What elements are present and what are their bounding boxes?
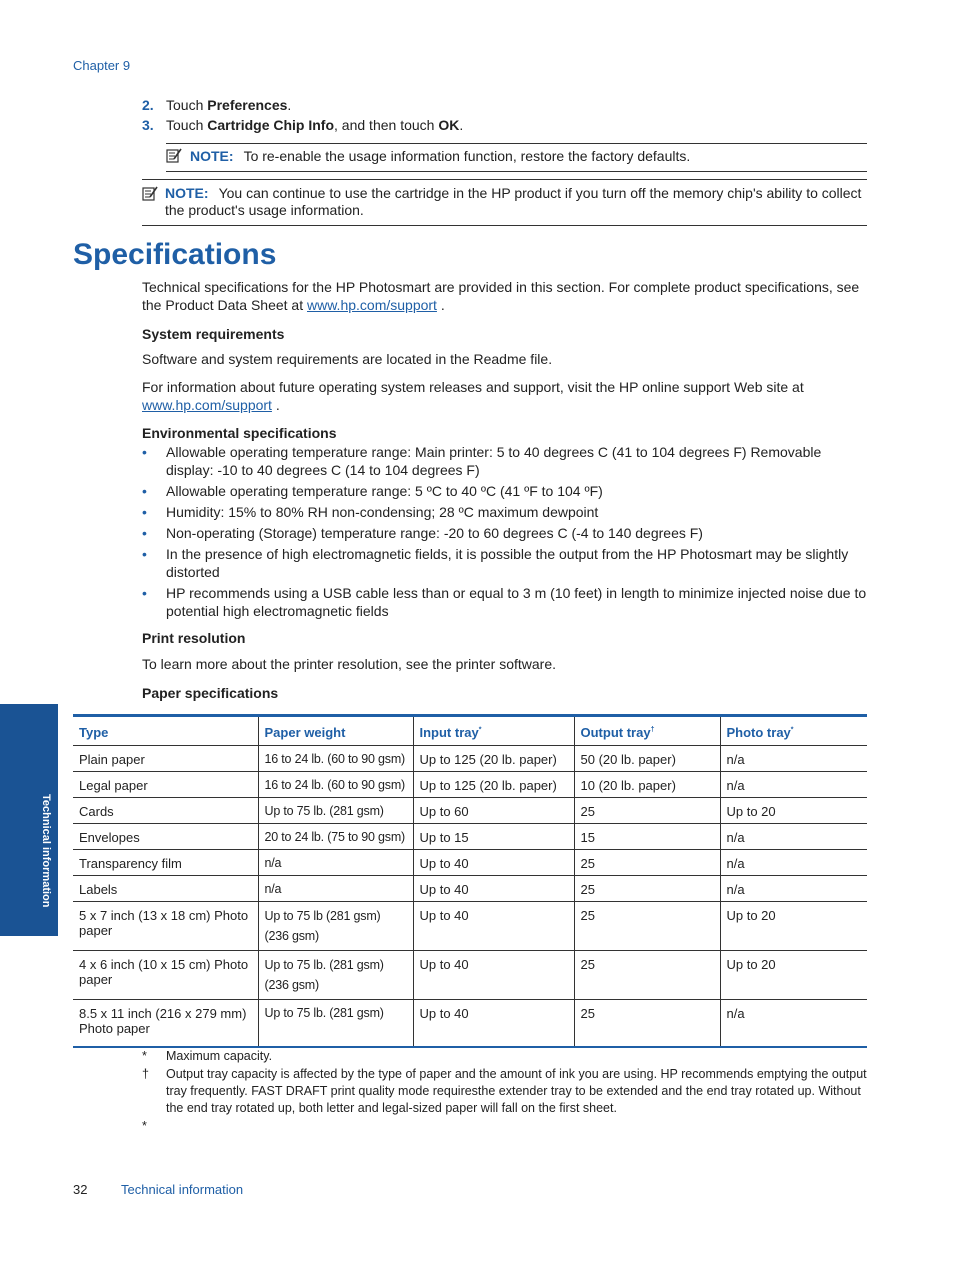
system-p2-post: . [271, 397, 280, 413]
table-row [73, 951, 867, 1000]
note-text: To re-enable the usage information function, restore the factory defaults. [243, 148, 691, 164]
list-item-text: Humidity: 15% to 80% RH non-condensing; 28 ºC maximum dewpoint [166, 504, 599, 520]
step-text-pre: Touch [166, 97, 208, 113]
table-cell: Up to 40 [413, 1000, 574, 1048]
list-item-text: Allowable operating temperature range: 5 ºC to 40 ºC (41 ºF to 104 ºF) [166, 483, 603, 499]
table-cell: Up to 75 lb. (281 gsm) [258, 798, 413, 824]
note-label: NOTE: [190, 148, 234, 164]
table-cell: Up to 40 [413, 850, 574, 876]
table-cell: 50 (20 lb. paper) [574, 746, 720, 772]
table-cell: Transparency film [73, 850, 258, 876]
column-header-text: Photo tray [726, 724, 791, 740]
print-resolution-text: To learn more about the printer resolution, see the printer software. [142, 656, 556, 672]
column-header [413, 716, 574, 746]
column-header-text: Paper weight [264, 724, 346, 740]
bullet: • [142, 525, 147, 541]
table-row [73, 772, 867, 798]
table-cell: 25 [574, 1000, 720, 1048]
list-item [142, 482, 868, 500]
table-cell: Legal paper [73, 772, 258, 798]
footnote [142, 1066, 868, 1117]
table-cell: 16 to 24 lb. (60 to 90 gsm) [258, 746, 413, 772]
list-item-text: Allowable operating temperature range: Main printer: 5 to 40 degrees C (41 to 104 degrees F) Removable display: -10 to 40 degrees C (14 to 104 degrees F) [166, 444, 822, 478]
column-header-text: Output tray [580, 724, 651, 740]
note-icon [166, 148, 182, 163]
table-cell: n/a [720, 876, 867, 902]
table-cell: Up to 20 [720, 951, 867, 1000]
system-heading: System requirements [142, 326, 285, 342]
table-cell: Up to 40 [413, 951, 574, 1000]
table-cell: n/a [720, 1000, 867, 1048]
table-cell: Up to 75 lb (281 gsm) (236 gsm) [258, 902, 413, 951]
note-icon [142, 186, 158, 201]
table-row [73, 746, 867, 772]
footnote [142, 1048, 868, 1065]
table-header-row [73, 716, 867, 746]
list-item [142, 545, 868, 581]
table-cell: 5 x 7 inch (13 x 18 cm) Photo paper [73, 902, 258, 951]
bullet: • [142, 483, 147, 499]
table-cell: Up to 40 [413, 902, 574, 951]
table-cell: Up to 60 [413, 798, 574, 824]
table-cell: 25 [574, 902, 720, 951]
table-cell: Up to 20 [720, 902, 867, 951]
table-cell: 10 (20 lb. paper) [574, 772, 720, 798]
bullet: • [142, 546, 147, 562]
table-cell: 25 [574, 798, 720, 824]
side-tab-label: Technical information [40, 794, 52, 908]
footnote-mark: * [142, 1119, 147, 1133]
table-cell: n/a [720, 772, 867, 798]
table-cell: Up to 40 [413, 876, 574, 902]
column-header-text: Input tray [419, 724, 479, 740]
table-cell: 16 to 24 lb. (60 to 90 gsm) [258, 772, 413, 798]
table-cell: n/a [720, 746, 867, 772]
step-3 [142, 117, 463, 133]
note-text: You can continue to use the cartridge in the HP product if you turn off the memory chip's ability to collect the product's usage information. [165, 185, 862, 218]
note-label: NOTE: [165, 185, 209, 201]
environmental-list [142, 443, 868, 623]
column-header [720, 716, 867, 746]
paper-spec-table [73, 714, 867, 1048]
footnote-text: Maximum capacity. [166, 1049, 273, 1063]
step-text-bold2: OK [438, 117, 460, 133]
column-header [574, 716, 720, 746]
footnote-mark: † [142, 1067, 149, 1081]
list-item-text: HP recommends using a USB cable less than or equal to 3 m (10 feet) in length to minimize injected noise due to potential high electromagnetic fields [166, 585, 867, 619]
list-item-text: In the presence of high electromagnetic fields, it is possible the output from the HP Photosmart may be slightly distorted [166, 546, 849, 580]
section-title: Specifications [73, 238, 277, 271]
column-mark: † [650, 726, 655, 734]
table-row [73, 824, 867, 850]
intro-paragraph [142, 278, 868, 314]
footer-section: Technical information [121, 1182, 244, 1197]
table-cell: 25 [574, 951, 720, 1000]
table-cell: 25 [574, 850, 720, 876]
table-row [73, 902, 867, 951]
step-text-bold: Preferences [207, 97, 288, 113]
step-2 [142, 97, 291, 113]
step-text-post: . [287, 97, 292, 113]
table-cell: n/a [720, 850, 867, 876]
environmental-heading: Environmental specifications [142, 425, 337, 441]
table-cell: 25 [574, 876, 720, 902]
support-link[interactable]: www.hp.com/support [142, 397, 272, 413]
table-cell: 15 [574, 824, 720, 850]
table-cell: Up to 75 lb. (281 gsm) [258, 1000, 413, 1048]
table-row [73, 876, 867, 902]
system-p2 [142, 378, 868, 414]
table-cell: Up to 125 (20 lb. paper) [413, 746, 574, 772]
system-p2-text: For information about future operating system releases and support, visit the HP online support Web site at [142, 379, 804, 395]
list-item [142, 584, 868, 620]
list-item-text: Non-operating (Storage) temperature range: -20 to 60 degrees C (-4 to 140 degrees F) [166, 525, 703, 541]
table-cell: 20 to 24 lb. (75 to 90 gsm) [258, 824, 413, 850]
step-text-bold: Cartridge Chip Info [207, 117, 335, 133]
column-header-text: Type [79, 724, 109, 740]
paper-spec-heading: Paper specifications [142, 685, 279, 701]
list-item [142, 503, 868, 521]
table-cell: Up to 15 [413, 824, 574, 850]
intro-post: . [436, 297, 445, 313]
note-box-top-rule [166, 143, 867, 144]
table-cell: Labels [73, 876, 258, 902]
step-number: 2. [142, 97, 154, 113]
table-cell: Up to 20 [720, 798, 867, 824]
table-cell: Cards [73, 798, 258, 824]
list-item [142, 443, 868, 479]
table-cell: Plain paper [73, 746, 258, 772]
note-box-1 [166, 148, 867, 172]
table-row [73, 798, 867, 824]
support-link[interactable]: www.hp.com/support [307, 297, 437, 313]
table-cell: n/a [720, 824, 867, 850]
table-row [73, 1000, 867, 1048]
bullet: • [142, 585, 147, 601]
system-p1: Software and system requirements are located in the Readme file. [142, 351, 553, 367]
step-text-post: , and then touch [334, 117, 439, 133]
column-mark: * [790, 726, 794, 734]
note-box-top-rule [142, 179, 867, 180]
table-cell: Up to 125 (20 lb. paper) [413, 772, 574, 798]
table-cell: Envelopes [73, 824, 258, 850]
column-mark: * [478, 726, 482, 734]
step-text-post2: . [459, 117, 464, 133]
side-tab [0, 704, 58, 936]
step-number: 3. [142, 117, 154, 133]
table-cell: Up to 75 lb. (281 gsm) (236 gsm) [258, 951, 413, 1000]
column-header [258, 716, 413, 746]
table-row [73, 850, 867, 876]
table-cell: n/a [258, 850, 413, 876]
step-text-pre: Touch [166, 117, 208, 133]
list-item [142, 524, 868, 542]
table-cell: n/a [258, 876, 413, 902]
intro-text: Technical specifications for the HP Photosmart are provided in this section. For complete product specifications, see the Product Data Sheet at [142, 279, 860, 313]
chapter-label: Chapter 9 [73, 58, 131, 73]
note-box-2 [142, 185, 867, 226]
table-cell: 4 x 6 inch (10 x 15 cm) Photo paper [73, 951, 258, 1000]
print-resolution-heading: Print resolution [142, 630, 246, 646]
page-number: 32 [73, 1182, 88, 1197]
footnote-mark: * [142, 1049, 147, 1063]
bullet: • [142, 504, 147, 520]
footnote-text: Output tray capacity is affected by the type of paper and the amount of ink you are using. HP recommends emptying the output tray frequently. FAST DRAFT print quality mode requiresthe extender tray to be extended and the end tray rotated up. Without the end tray rotated up, both letter and legal-sized paper will fall on the first sheet. [166, 1067, 867, 1115]
bullet: • [142, 444, 147, 460]
table-cell: 8.5 x 11 inch (216 x 279 mm) Photo paper [73, 1000, 258, 1048]
column-header [73, 716, 258, 746]
